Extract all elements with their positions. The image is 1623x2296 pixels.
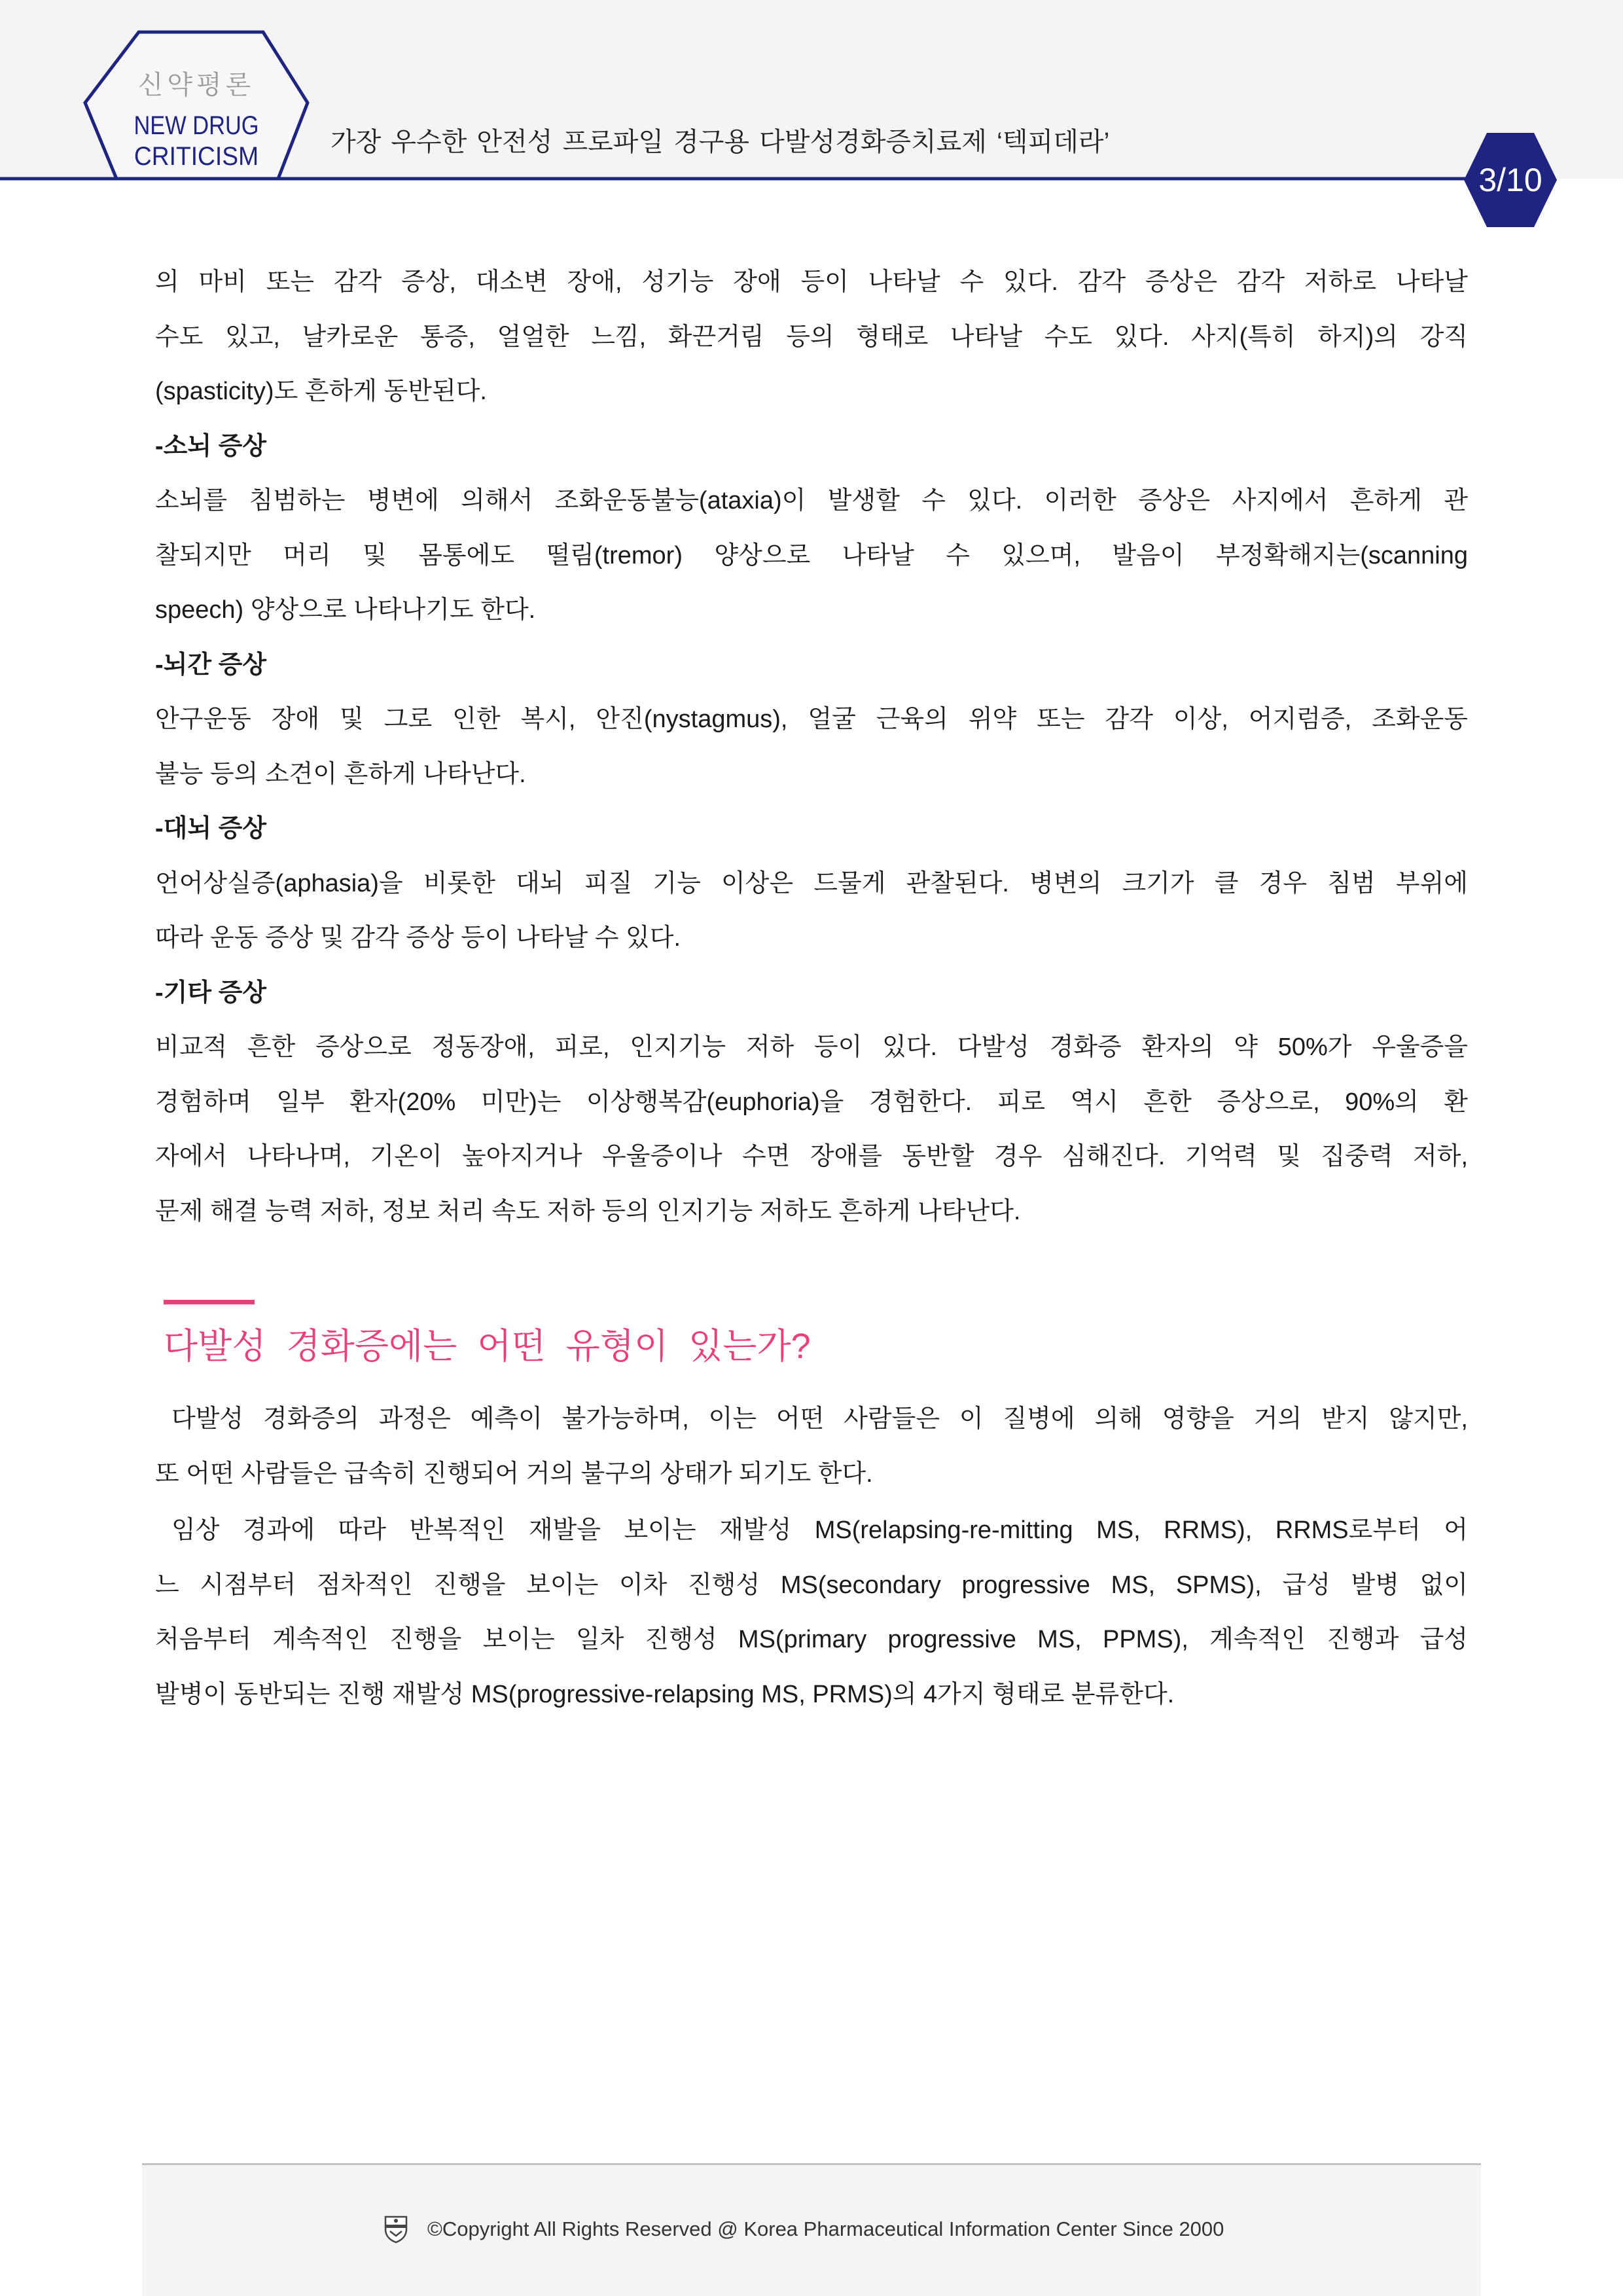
- document-title: 가장 우수한 안전성 프로파일 경구용 다발성경화증치료제 ‘텍피데라’: [330, 128, 1110, 156]
- body-text-line: 소뇌를 침범하는 병변에 의해서 조화운동불능(ataxia)이 발생할 수 있다. 이러한 증상은 사지에서 흔하게 관: [155, 487, 1468, 514]
- body-text-line: 처음부터 계속적인 진행을 보이는 일차 진행성 MS(primary progressive MS, PPMS), 계속적인 진행과 급성: [155, 1626, 1468, 1653]
- section-heading: 다발성 경화증에는 어떤 유형이 있는가?: [164, 1327, 811, 1366]
- body-text-line: 자에서 나타나며, 기온이 높아지거나 우울증이나 수면 장애를 동반할 경우 심해진다. 기억력 및 집중력 저하,: [155, 1143, 1468, 1170]
- logo-korean-name: 신약평론: [137, 71, 255, 99]
- ms-types-paragraph-2: [155, 1503, 1468, 1722]
- body-text-line: 비교적 흔한 증상으로 정동장애, 피로, 인지기능 저하 등이 있다. 다발성 경화증 환자의 약 50%가 우울증을: [155, 1033, 1468, 1061]
- body-text-line: 의 마비 또는 감각 증상, 대소변 장애, 성기능 장애 등이 나타날 수 있다. 감각 증상은 감각 저하로 나타날: [155, 268, 1468, 296]
- body-text-line: (spasticity)도 흔하게 동반된다.: [155, 378, 487, 405]
- footer: [142, 2163, 1481, 2296]
- logo-english-line2: CRITICISM: [134, 142, 259, 171]
- body-text-line: 불능 등의 소견이 흔하게 나타난다.: [155, 760, 526, 788]
- body-text-line: 경험하며 일부 환자(20% 미만)는 이상행복감(euphoria)을 경험한다. 피로 역시 흔한 증상으로, 90%의 환: [155, 1088, 1468, 1116]
- section-heading-accent-bar: [164, 1300, 255, 1304]
- body-text-line: 언어상실증(aphasia)을 비롯한 대뇌 피질 기능 이상은 드물게 관찰된다. 병변의 크기가 클 경우 침범 부위에: [155, 869, 1468, 897]
- body-text-line: 느 시점부터 점차적인 진행을 보이는 이차 진행성 MS(secondary progressive MS, SPMS), 급성 발병 없이: [155, 1571, 1468, 1599]
- subheading-cerebral-symptoms: -대뇌 증상: [155, 815, 267, 842]
- subheading-other-symptoms: -기타 증상: [155, 978, 267, 1007]
- body-text-line: speech) 양상으로 나타나기도 한다.: [155, 596, 536, 624]
- subheading-cerebellar-symptoms: -소뇌 증상: [155, 432, 267, 460]
- body-text-line: 발병이 동반되는 진행 재발성 MS(progressive-relapsing MS, PRMS)의 4가지 형태로 분류한다.: [155, 1680, 1175, 1708]
- body-text-line: 다발성 경화증의 과정은 예측이 불가능하며, 이는 어떤 사람들은 이 질병에 의해 영향을 거의 받지 않지만,: [171, 1405, 1468, 1433]
- body-text-line: 문제 해결 능력 저하, 정보 처리 속도 저하 등의 인지기능 저하도 흔하게 나타난다.: [155, 1197, 1021, 1225]
- body-text-line: 임상 경과에 따라 반복적인 재발을 보이는 재발성 MS(relapsing-re-mitting MS, RRMS), RRMS로부터 어: [171, 1516, 1468, 1544]
- body-text-line: 수도 있고, 날카로운 통증, 얼얼한 느낌, 화끈거림 등의 형태로 나타날 수도 있다. 사지(특히 하지)의 강직: [155, 323, 1468, 351]
- logo-english-line1: NEW DRUG: [134, 111, 259, 140]
- subheading-brainstem-symptoms: -뇌간 증상: [155, 651, 267, 679]
- symptoms-section: [155, 255, 1468, 1239]
- body-text-line: 찰되지만 머리 및 몸통에도 떨림(tremor) 양상으로 나타날 수 있으며, 발음이 부정확해지는(scanning: [155, 541, 1468, 569]
- body-text-line: 안구운동 장애 및 그로 인한 복시, 안진(nystagmus), 얼굴 근육의 위약 또는 감각 이상, 어지럼증, 조화운동: [155, 706, 1468, 733]
- copyright-text: ©Copyright All Rights Reserved @ Korea Pharmaceutical Information Center Since 2000: [427, 2217, 1224, 2240]
- body-text-line: 또 어떤 사람들은 급속히 진행되어 거의 불구의 상태가 되기도 한다.: [155, 1460, 873, 1488]
- kpic-shield-icon: [383, 2215, 408, 2244]
- body-text-line: 따라 운동 증상 및 감각 증상 등이 나타날 수 있다.: [155, 924, 681, 952]
- page-number-badge: 3/10: [1478, 162, 1543, 198]
- ms-types-paragraph-1: [155, 1392, 1468, 1501]
